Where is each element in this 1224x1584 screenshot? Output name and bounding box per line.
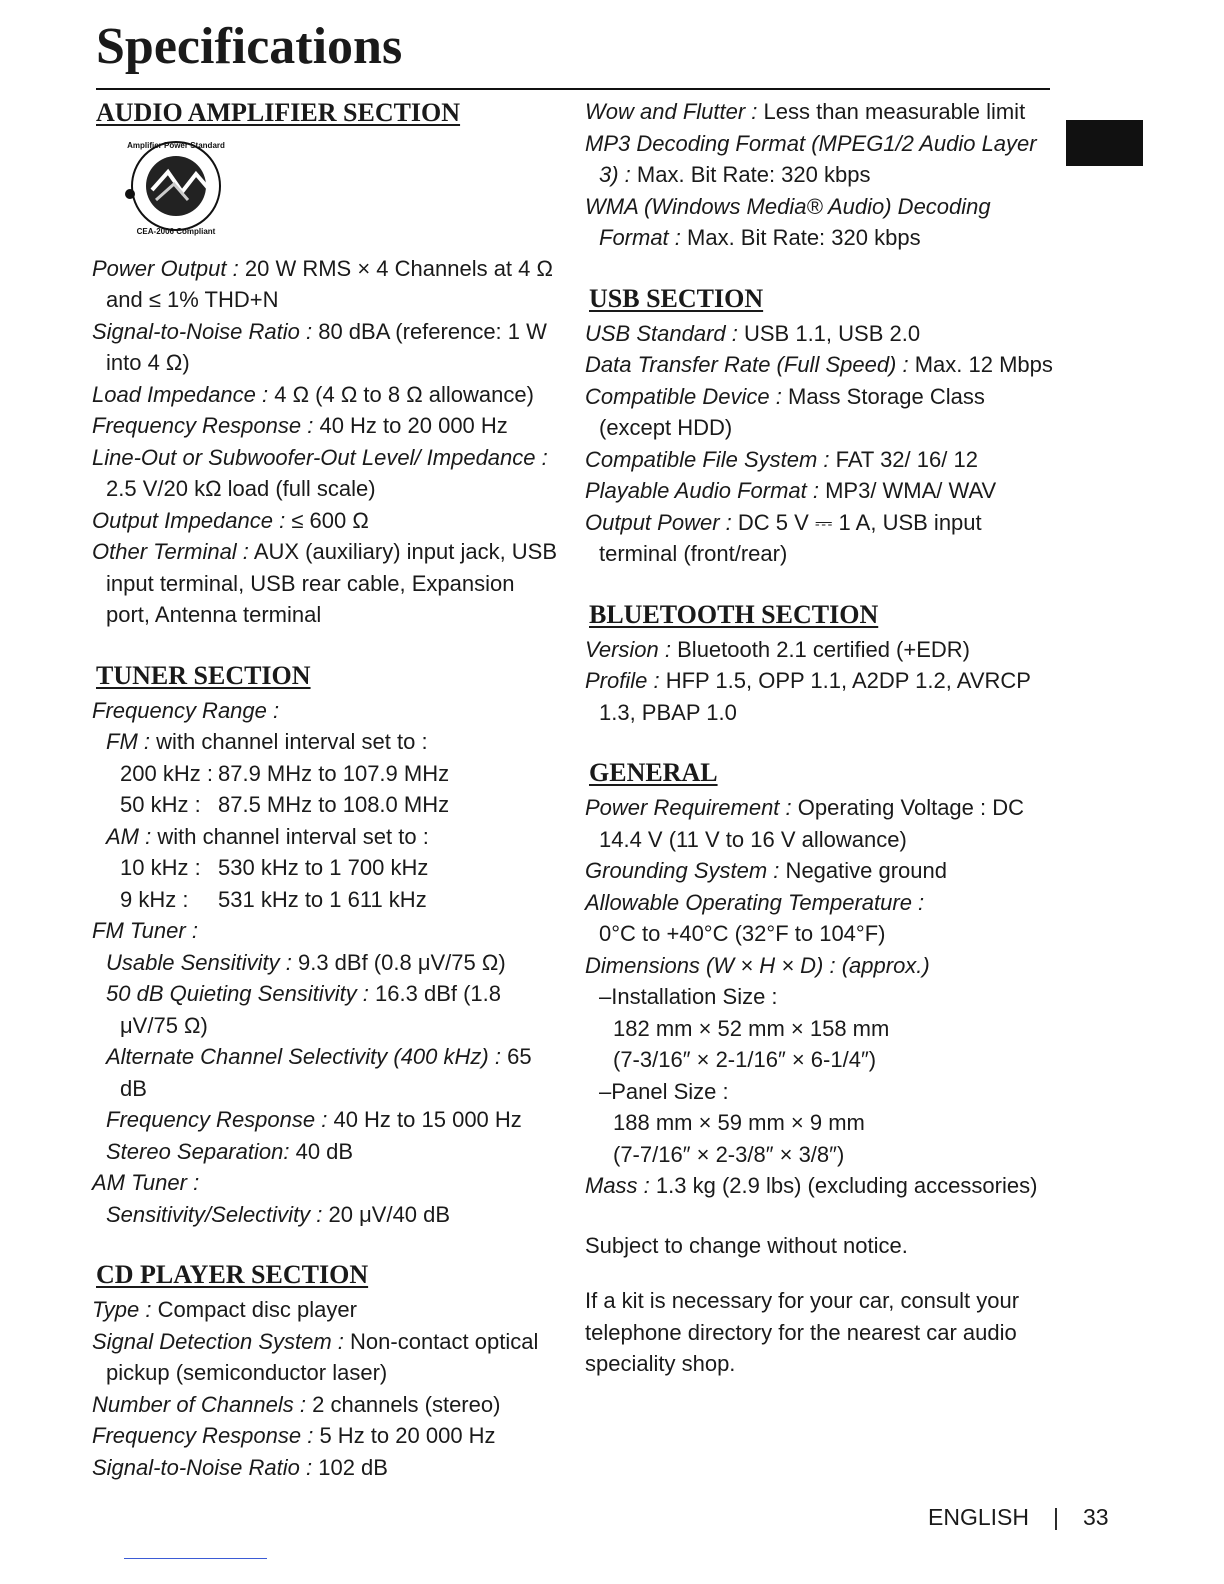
installation-size: –Installation Size : — [599, 984, 778, 1009]
fm-tuner-items — [92, 947, 562, 1168]
note-change: Subject to change without notice. — [585, 1232, 908, 1258]
panel-size-in: (7-7/16″ × 2-3/8″ × 3/8″) — [613, 1141, 845, 1167]
spec-item — [585, 634, 1055, 666]
spec-value: 16.3 dBf (1.8 μV/75 Ω) — [120, 981, 502, 1038]
fm-range — [106, 726, 562, 758]
spec-label: Output Power : — [585, 509, 732, 535]
spec-label: Signal Detection System : — [92, 1328, 344, 1354]
channel-interval-row — [120, 852, 562, 884]
channel-interval: 200 kHz : — [120, 760, 213, 786]
spec-item — [92, 1294, 562, 1326]
spec-value: AUX (auxiliary) input jack, USB input terminal, USB rear cable, Expansion port, Antenna terminal — [106, 539, 558, 627]
spec-value: Max. Bit Rate: 320 kbps — [680, 225, 921, 250]
spec-label: Playable Audio Format : — [585, 478, 819, 503]
am-tuner-items — [92, 1199, 562, 1231]
ground-value: Negative ground — [779, 858, 947, 883]
footer-separator: | — [1052, 1504, 1059, 1530]
badge-ring-bottom: CEA-2006 Compliant — [136, 227, 216, 236]
spec-label: Stereo Separation: — [106, 1138, 290, 1164]
tuner-section — [92, 659, 562, 1231]
cd-items — [92, 1294, 562, 1483]
cd-player-section — [92, 1258, 562, 1483]
spec-label: Frequency Response : — [106, 1107, 328, 1132]
usb-items — [585, 318, 1055, 570]
spec-label: USB Standard : — [585, 320, 738, 346]
general-heading: GENERAL — [589, 758, 718, 787]
spec-value: USB 1.1, USB 2.0 — [737, 320, 921, 346]
temp-label: Allowable Operating Temperature : — [585, 889, 925, 915]
spec-value: 9.3 dBf (0.8 μV/75 Ω) — [291, 949, 506, 975]
spec-value: Max. 12 Mbps — [908, 352, 1053, 377]
frequency-range-value: 87.5 MHz to 108.0 MHz — [218, 792, 450, 817]
spec-label: Number of Channels : — [92, 1391, 306, 1417]
frequency-range-value: 530 kHz to 1 700 kHz — [218, 855, 429, 880]
spec-value: DC 5 V ⎓ 1 A, USB input terminal (front/rear) — [599, 509, 982, 566]
operating-temperature — [585, 887, 1055, 950]
frequency-range-label: Frequency Range : — [92, 697, 280, 723]
spec-label: Type : — [92, 1297, 152, 1322]
spec-item — [92, 253, 562, 316]
spec-label: Wow and Flutter : — [585, 99, 758, 124]
spec-item — [92, 505, 562, 537]
dimensions — [585, 950, 1055, 982]
am-tuner-label: AM Tuner : — [92, 1170, 200, 1195]
spec-value: 20 W RMS × 4 Channels at 4 Ω and ≤ 1% THD+N — [106, 255, 553, 312]
spec-value: MP3/ WMA/ WAV — [818, 478, 997, 503]
spec-item — [92, 1420, 562, 1452]
power-label: Power Requirement : — [585, 795, 792, 820]
spec-item — [92, 442, 562, 505]
spec-item — [585, 349, 1055, 381]
footer-blue-rule — [124, 1558, 267, 1559]
spec-value: 2.5 V/20 kΩ load (full scale) — [106, 476, 376, 501]
spec-value: 102 dB — [312, 1454, 388, 1480]
spec-value: 40 Hz to 15 000 Hz — [327, 1107, 522, 1132]
spec-value: 2 channels (stereo) — [306, 1391, 501, 1417]
spec-value: 4 Ω (4 Ω to 8 Ω allowance) — [268, 381, 534, 407]
grounding-system — [585, 855, 1055, 887]
spec-item — [92, 316, 562, 379]
channel-interval: 50 kHz : — [120, 792, 201, 817]
am-range — [106, 821, 562, 853]
frequency-range — [92, 695, 562, 727]
notes — [585, 1230, 1055, 1380]
channel-interval-row — [120, 789, 562, 821]
channel-interval: 9 kHz : — [120, 886, 189, 912]
footer-language: ENGLISH — [928, 1504, 1029, 1530]
bluetooth-heading: BLUETOOTH SECTION — [589, 599, 879, 629]
frequency-range-value: 531 kHz to 1 611 kHz — [218, 886, 427, 912]
dim-label: Dimensions (W × H × D) : (approx.) — [585, 952, 930, 978]
bluetooth-section — [585, 598, 1055, 729]
spec-label: Version : — [585, 636, 672, 662]
power-requirement — [585, 792, 1055, 855]
spec-label: Sensitivity/Selectivity : — [106, 1201, 323, 1227]
badge-ring-top: Amplifier Power Standard — [127, 141, 225, 150]
spec-value: Bluetooth 2.1 certified (+EDR) — [671, 636, 970, 662]
spec-label: Compatible Device : — [585, 383, 782, 409]
page-title: Specifications — [96, 18, 403, 75]
spec-value: Non-contact optical pickup (semiconductor laser) — [106, 1328, 539, 1385]
panel-size-mm: 188 mm × 59 mm × 9 mm — [613, 1110, 865, 1135]
spec-value: 65 dB — [120, 1044, 532, 1101]
spec-label: Profile : — [585, 668, 660, 693]
fm-tuner-label: FM Tuner : — [92, 918, 198, 943]
mass-value: 1.3 kg (2.9 lbs) (excluding accessories) — [649, 1173, 1038, 1198]
spec-item — [585, 475, 1055, 507]
spec-label: WMA (Windows Media® Audio) Decoding Format : — [585, 193, 991, 250]
spec-item — [585, 381, 1055, 444]
bluetooth-items — [585, 634, 1055, 729]
spec-item — [106, 978, 562, 1041]
spec-item — [585, 318, 1055, 350]
cd-player-heading: CD PLAYER SECTION — [96, 1260, 369, 1289]
title-rule — [96, 88, 1050, 90]
general-section — [585, 756, 1055, 1202]
spec-value: FAT 32/ 16/ 12 — [829, 446, 978, 472]
spec-label: 50 dB Quieting Sensitivity : — [106, 981, 369, 1006]
am-tuner — [92, 1167, 562, 1199]
cea-2006-badge-icon — [112, 134, 252, 238]
spec-value: Max. Bit Rate: 320 kbps — [630, 162, 871, 187]
left-column — [92, 96, 562, 1483]
spec-label: Frequency Response : — [92, 413, 314, 438]
spec-value: 20 μV/40 dB — [322, 1201, 451, 1227]
am-text: with channel interval set to : — [151, 823, 429, 849]
channel-interval-row — [120, 758, 562, 790]
spec-label: Other Terminal : — [92, 539, 249, 564]
installation-size-in: (7-3/16″ × 2-1/16″ × 6-1/4″) — [613, 1047, 877, 1072]
spec-label: Signal-to-Noise Ratio : — [92, 1454, 313, 1480]
spec-item — [585, 507, 1055, 570]
frequency-range-value: 87.9 MHz to 107.9 MHz — [218, 760, 450, 786]
spec-item — [92, 1326, 562, 1389]
spec-item — [92, 1389, 562, 1421]
audio-amplifier-section — [92, 96, 562, 631]
spec-label: Compatible File System : — [585, 446, 830, 472]
spec-value: ≤ 600 Ω — [285, 507, 369, 533]
cd-player-section-continued — [585, 96, 1055, 254]
spec-item — [585, 96, 1055, 128]
channel-interval: 10 kHz : — [120, 855, 201, 880]
fm-tuner — [92, 915, 562, 947]
am-rows — [92, 852, 562, 915]
spec-item — [106, 1104, 562, 1136]
spec-item — [585, 191, 1055, 254]
fm-text: with channel interval set to : — [150, 729, 428, 754]
power-value: Operating Voltage : DC 14.4 V (11 V to 16 V allowance) — [599, 795, 1025, 852]
spec-label: Data Transfer Rate (Full Speed) : — [585, 352, 909, 377]
spec-value: Less than measurable limit — [757, 99, 1026, 124]
spec-value: 80 dBA (reference: 1 W into 4 Ω) — [106, 318, 547, 375]
spec-value: 5 Hz to 20 000 Hz — [313, 1423, 496, 1448]
spec-value: Mass Storage Class (except HDD) — [599, 383, 985, 440]
cd-cont-items — [585, 96, 1055, 254]
audio-items — [92, 253, 562, 631]
spec-item — [585, 128, 1055, 191]
mass-label: Mass : — [585, 1173, 650, 1198]
spec-label: Frequency Response : — [92, 1423, 314, 1448]
spec-item — [92, 379, 562, 411]
ground-label: Grounding System : — [585, 858, 780, 883]
spec-item — [92, 410, 562, 442]
mass — [585, 1170, 1055, 1202]
panel-size: –Panel Size : — [599, 1078, 729, 1104]
spec-label: Power Output : — [92, 255, 239, 281]
spec-item — [92, 1452, 562, 1484]
right-column — [585, 96, 1055, 1380]
usb-heading: USB SECTION — [589, 283, 764, 313]
spec-item — [106, 1136, 562, 1168]
audio-amplifier-heading: AUDIO AMPLIFIER SECTION — [96, 98, 461, 127]
spec-label: Usable Sensitivity : — [106, 949, 292, 975]
spec-item — [106, 1041, 562, 1104]
spec-item — [585, 444, 1055, 476]
spec-label: Output Impedance : — [92, 507, 286, 533]
note-kit: If a kit is necessary for your car, consult your telephone directory for the nearest car audio speciality shop. — [585, 1288, 1020, 1376]
spec-label: MP3 Decoding Format (MPEG1/2 Audio Layer 3) : — [585, 130, 1037, 187]
spec-label: Alternate Channel Selectivity (400 kHz) : — [106, 1044, 501, 1069]
am-label: AM : — [106, 823, 152, 849]
page-footer — [928, 1502, 1109, 1532]
spec-item — [106, 1199, 562, 1231]
spec-value: HFP 1.5, OPP 1.1, A2DP 1.2, AVRCP 1.3, PBAP 1.0 — [599, 668, 1031, 725]
spec-label: Line-Out or Subwoofer-Out Level/ Impedance : — [92, 444, 548, 470]
spec-value: 40 dB — [289, 1138, 354, 1164]
spec-value: Compact disc player — [151, 1297, 357, 1322]
fm-label: FM : — [106, 729, 150, 754]
temp-value: 0°C to +40°C (32°F to 104°F) — [599, 921, 886, 946]
spec-item — [92, 536, 562, 631]
spec-value: 40 Hz to 20 000 Hz — [313, 413, 508, 438]
channel-interval-row — [120, 884, 562, 916]
spec-label: Load Impedance : — [92, 381, 269, 407]
tuner-heading: TUNER SECTION — [96, 660, 311, 690]
installation-size-mm: 182 mm × 52 mm × 158 mm — [613, 1015, 890, 1041]
usb-section — [585, 282, 1055, 570]
spec-item — [585, 665, 1055, 728]
spec-label: Signal-to-Noise Ratio : — [92, 318, 313, 344]
spec-item — [106, 947, 562, 979]
page-number: 33 — [1082, 1504, 1109, 1530]
section-tab-marker — [1066, 120, 1143, 166]
fm-rows — [92, 758, 562, 821]
